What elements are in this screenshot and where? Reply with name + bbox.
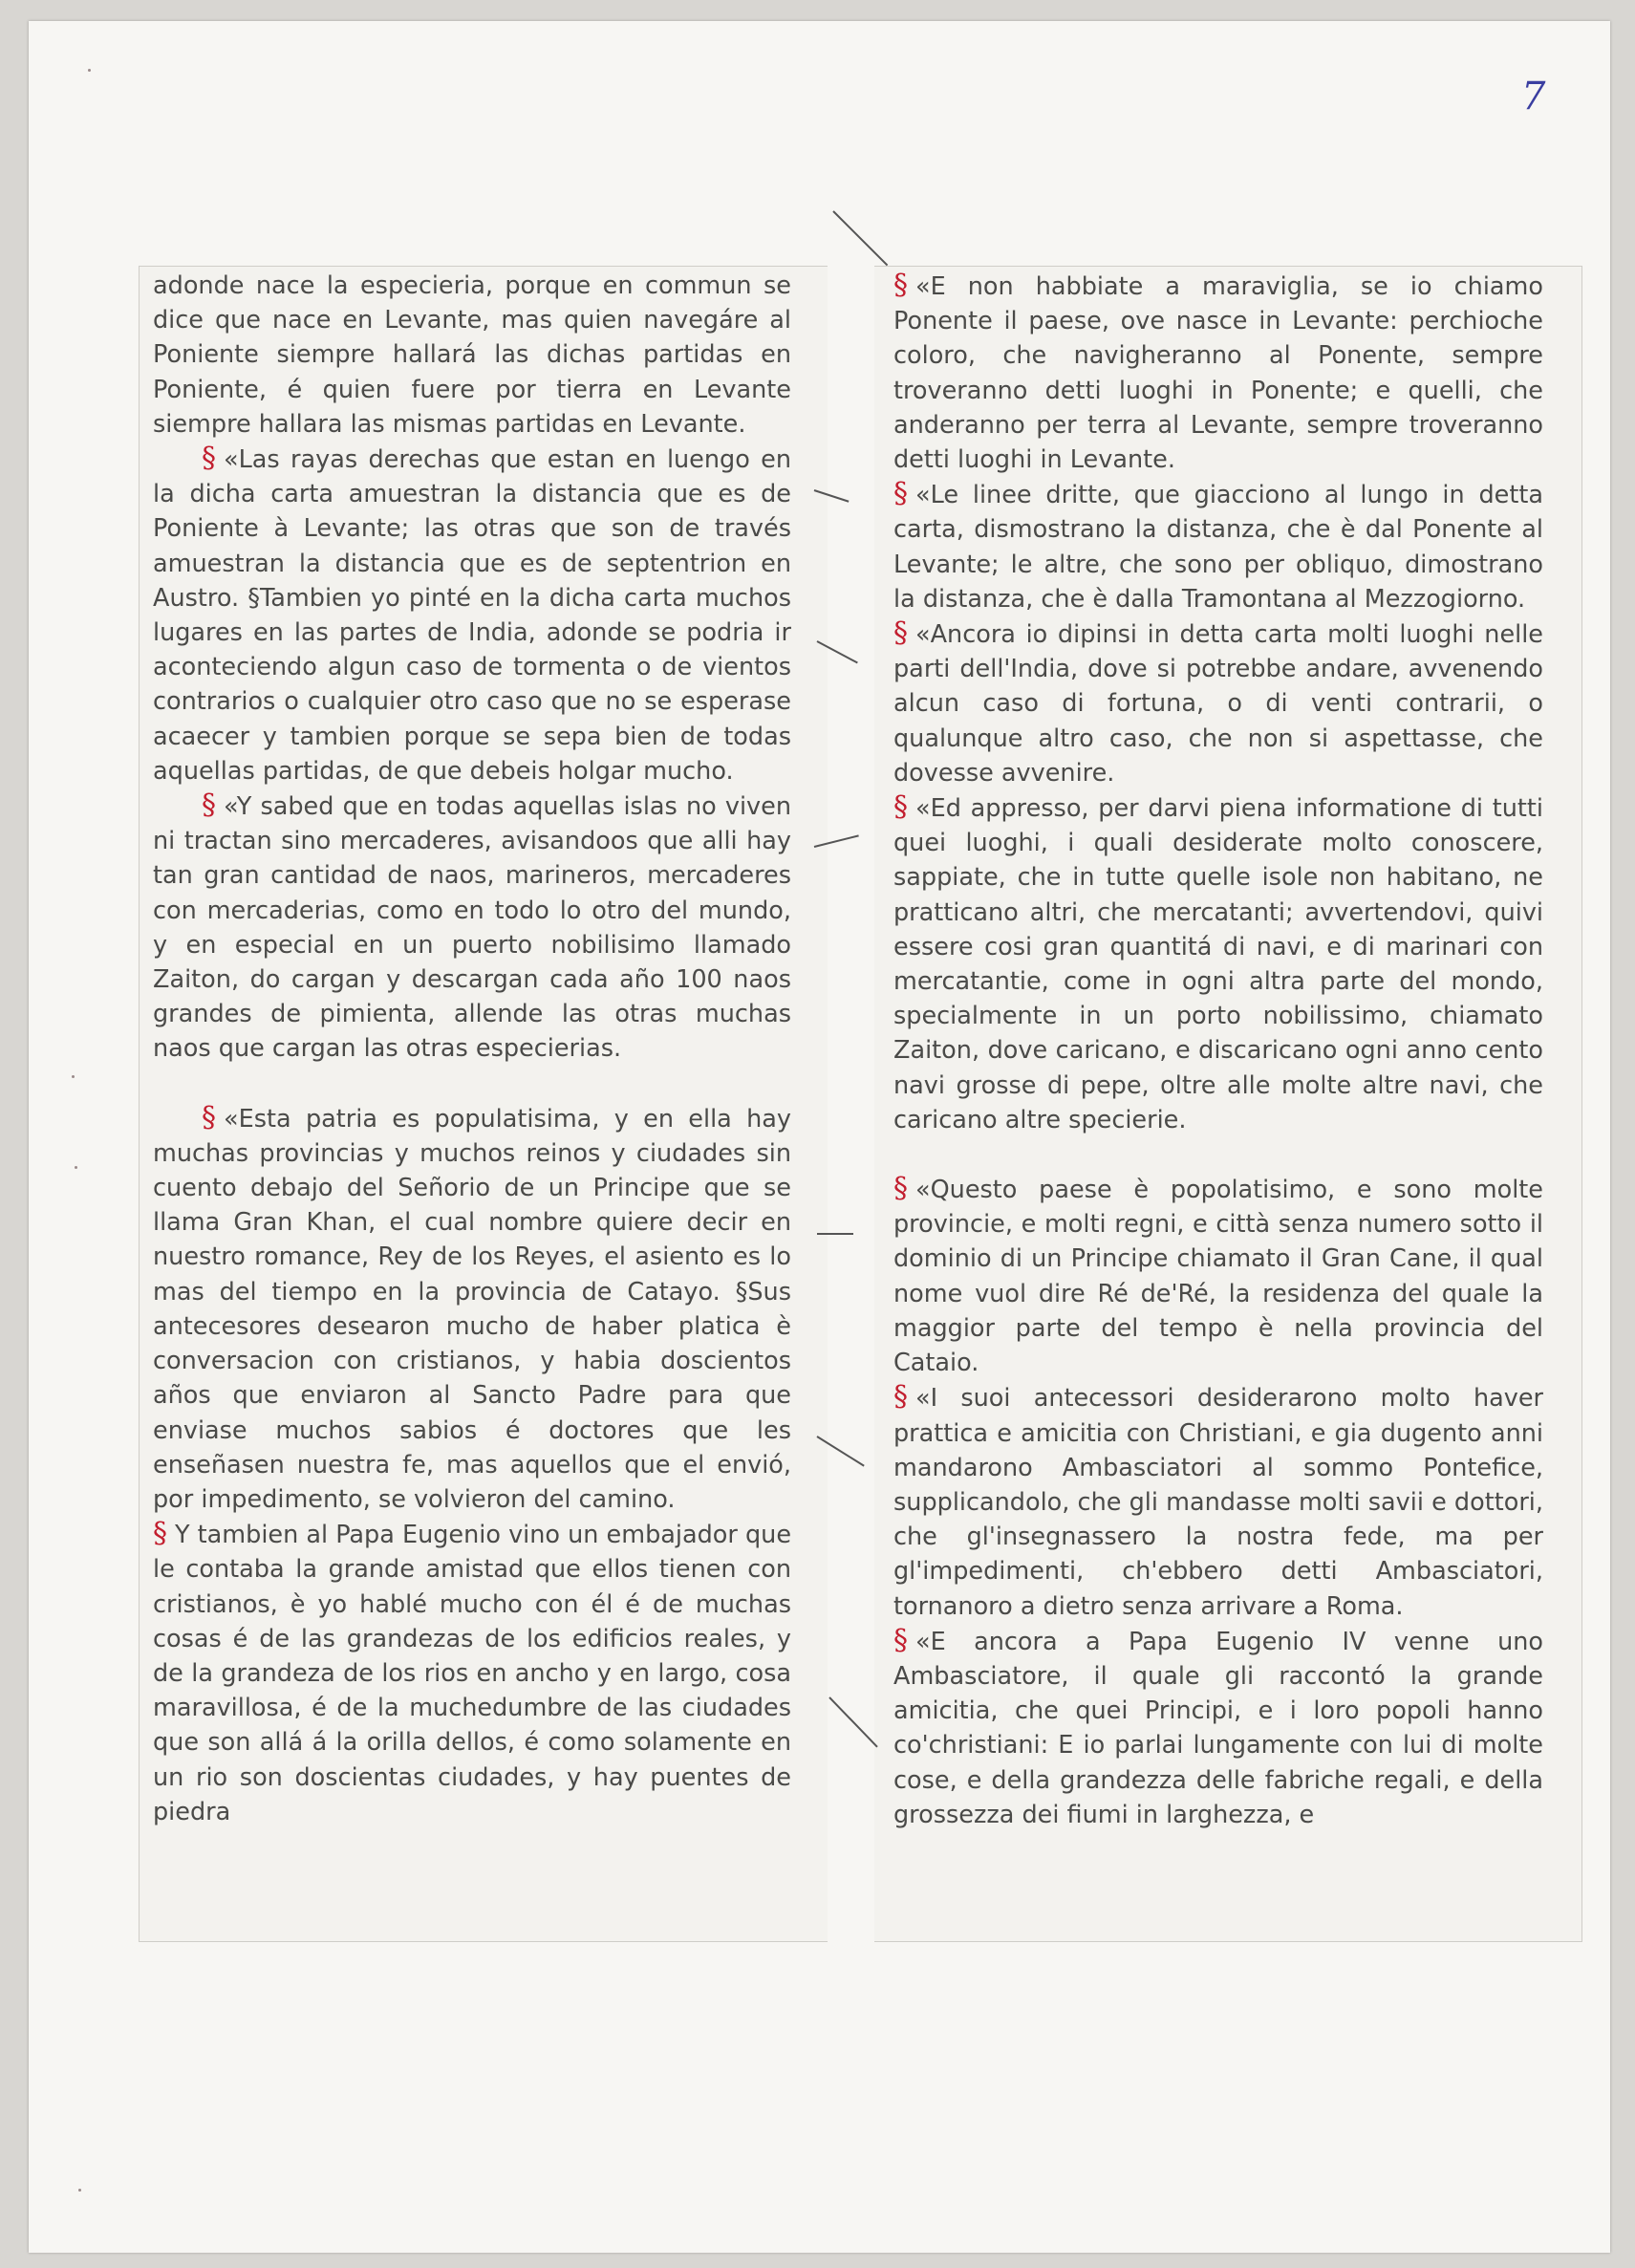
section-mark: §	[893, 790, 908, 825]
left-paragraph-3: § «Y sabed que en todas aquellas islas no viven ni tractan sino mercaderes, avisandoos que alli hay tan gran cantidad de naos, marineros, mercaderes con mercaderias, como en todo lo otro del mundo, y en especial en un puerto nobilisimo llamado Zaiton, do cargan y descargan cada año 100 naos grandes de pimienta, allende las otras muchas naos que cargan las otras especierias.	[153, 788, 791, 1064]
section-mark: §	[893, 269, 908, 302]
section-mark: §	[893, 1172, 908, 1206]
page-number: 7	[1521, 75, 1546, 119]
right-paragraph-7: § «E ancora a Papa Eugenio IV venne uno Ambasciatore, il quale gli raccontó la grande amicitia, che quei Principi, e i loro popoli hanno co'christiani: E io parlai lungamente con lui di molte cose, e della grandezza delle fabriche regali, e della grossezza dei fiumi in larghezza, e	[893, 1623, 1543, 1829]
section-mark: §	[153, 1517, 167, 1551]
section-mark: §	[893, 616, 908, 651]
right-paragraph-3: § «Ancora io dipinsi in detta carta molti luoghi nelle parti dell'India, dove si potrebbe andare, avvenendo alcun caso di fortuna, o di venti contrarii, o qualunque altro caso, che non si aspettasse, che dovesse avvenire.	[893, 616, 1543, 788]
section-mark: §	[202, 788, 216, 823]
right-paragraph-6: § «I suoi antecessori desiderarono molto haver prattica e amicitia con Christiani, e gia dugento anni mandarono Ambasciatori al sommo Pontefice, supplicandolo, che gli mandasse molti savii e dottori, che gl'insegnassero la nostra fede, ma per gl'impedimenti, ch'ebbero detti Ambasciatori, tornanoro a dietro senza arrivare a Roma.	[893, 1380, 1543, 1621]
section-mark: §	[893, 477, 908, 511]
section-mark: §	[893, 1623, 908, 1657]
left-paragraph-5: § Y tambien al Papa Eugenio vino un embajador que le contaba la grande amistad que ellos tienen con cristianos, è yo hablé mucho con él é de muchas cosas é de las grandezas de los edificios reales, y de la grandeza de los rios en ancho y en largo, cosa maravillosa, é de la muchedumbre de las ciudades que son allá á la orilla dellos, é como solamente en un rio son doscientas ciudades, y hay puentes de piedra	[153, 1517, 792, 1826]
pencil-tick	[817, 1233, 853, 1235]
paper-speck	[72, 1075, 75, 1078]
left-column-spanish	[153, 269, 791, 1829]
right-paragraph-2: § «Le linee dritte, que giacciono al lungo in detta carta, dismostrano la distanza, che è dal Ponente al Levante; le altre, che sono per obliquo, dimostrano la distanza, che è dalla Tramontana al Mezzogiorno.	[893, 477, 1543, 614]
left-paragraph-2: § «Las rayas derechas que estan en luengo en la dicha carta amuestran la distancia que es de Poniente à Levante; las otras que son de través amuestran la distancia que es de septentrion en Austro. §Tambien yo pinté en la dicha carta muchos lugares en las partes de India, adonde se podria ir aconteciendo algun caso de tormenta o de vientos contrarios o cualquier otro caso que no se esperase acaecer y tambien porque se sepa bien de todas aquellas partidas, de que debeis holgar mucho.	[153, 442, 791, 786]
paper-speck	[78, 2189, 81, 2192]
right-paragraph-1: § «E non habbiate a maraviglia, se io chiamo Ponente il paese, ove nasce in Levante: perchioche coloro, che navigheranno al Ponente, sempre troveranno detti luoghi in Ponente; e quelli, che anderanno per terra al Levante, sempre troveranno detti luoghi in Levante.	[893, 269, 1543, 475]
section-mark: §	[202, 1100, 216, 1134]
right-column-italian	[893, 269, 1543, 1832]
paper-speck	[75, 1166, 77, 1169]
paper-speck	[88, 69, 91, 72]
section-mark: §	[893, 1380, 908, 1415]
right-paragraph-5: § «Questo paese è popolatisimo, e sono molte provincie, e molti regni, e città senza numero sotto il dominio di un Principe chiamato il Gran Cane, il qual nome vuol dire Ré de'Ré, la residenza del quale la maggior parte del tempo è nella provincia del Cataio.	[893, 1172, 1543, 1378]
right-paragraph-4: § «Ed appresso, per darvi piena informatione di tutti quei luoghi, i quali desiderate molto conoscere, sappiate, che in tutte quelle isole non habitano, ne pratticano altri, che mercatanti; avvertendovi, quivi essere cosi gran quantitá di navi, e di marinari con mercatantie, come in ogni altra parte del mondo, specialmente in un porto nobilissimo, chiamato Zaiton, dove caricano, e discaricano ogni anno cento navi grosse di pepe, oltre alle molte altre navi, che caricano altre specierie.	[893, 790, 1543, 1134]
left-paragraph-1: adonde nace la especieria, porque en commun se dice que nace en Levante, mas quien navegáre al Poniente siempre hallará las dichas partidas en Poniente, é quien fuere por tierra en Levante siempre hallara las mismas partidas en Levante.	[153, 271, 791, 439]
section-mark: §	[202, 442, 216, 476]
left-paragraph-4: § «Esta patria es populatisima, y en ella hay muchas provincias y muchos reinos y ciudades sin cuento debajo del Señorio de un Principe que se llama Gran Khan, el cual nombre quiere decir en nuestro romance, Rey de los Reyes, el asiento es lo mas del tiempo en la provincia de Catayo. §Sus antecesores desearon mucho de haber platica è conversacion con cristianos, y habia doscientos años que enviaron al Sancto Padre para que enviase muchos sabios é doctores que les enseñasen nuestra fe, mas aquellos que el envió, por impedimento, se volvieron del camino.	[153, 1100, 791, 1514]
